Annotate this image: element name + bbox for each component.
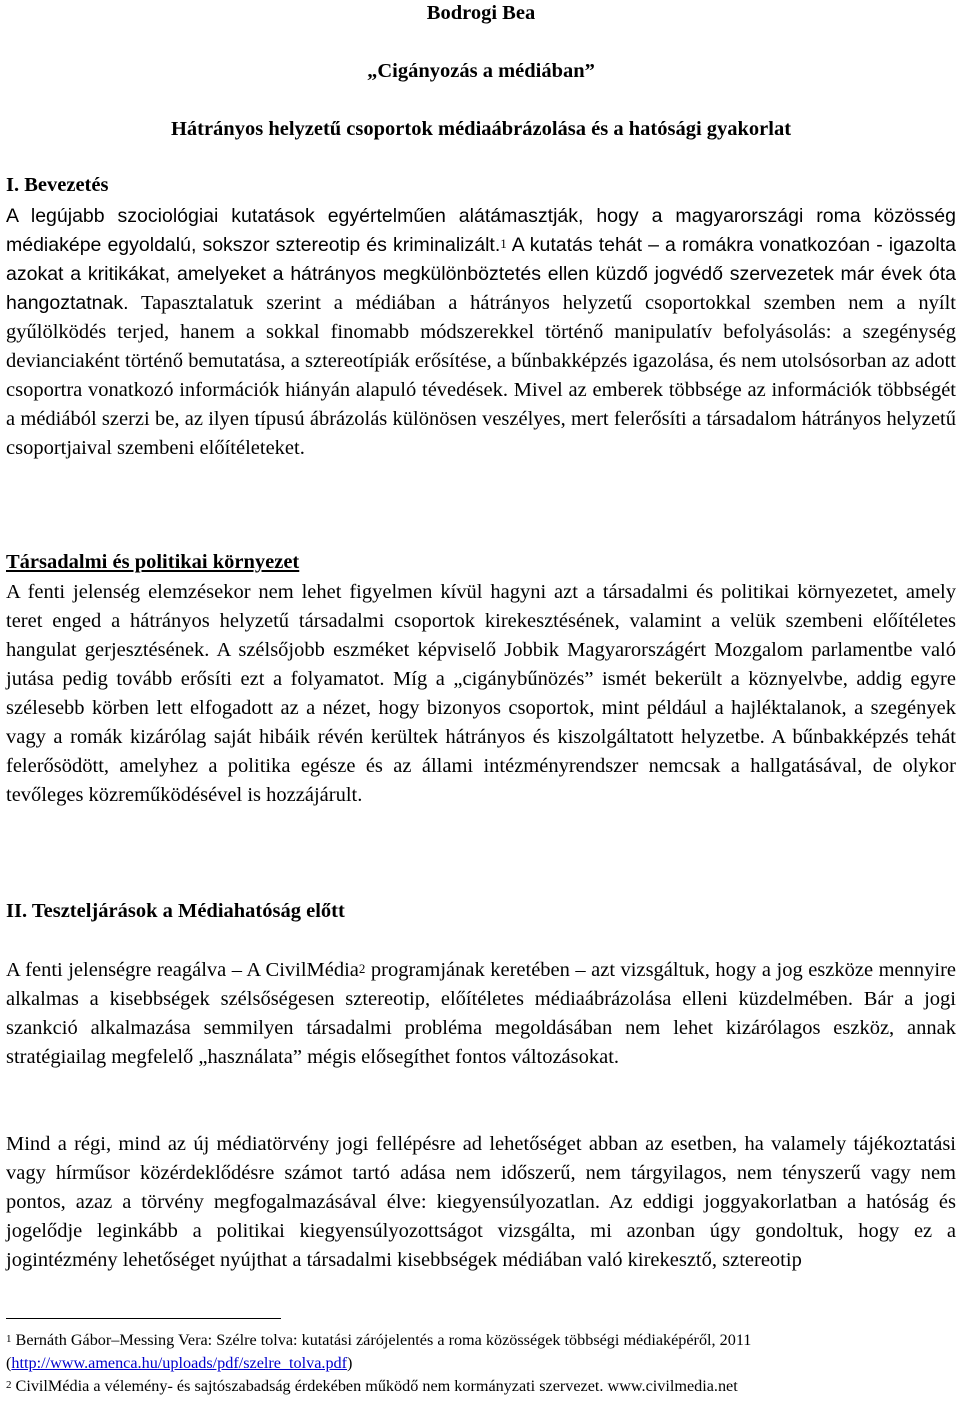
author-name: Bodrogi Bea <box>426 2 536 24</box>
test-procedures-paragraph-2: Mind a régi, mind az új médiatörvény jogi fellépésre ad lehetőséget abban az esetben, ha valamely tájékoztatási vagy hírműsor közérdeklődésre számot tartó adása nem időszerű, nem tárgyilagos, nem tényszerű vagy nem pontos, azaz a törvény megfogalmazásával élve: kiegyensúlyozatlan. Az eddigi joggyakorlatban a hatóság és jogelődje leginkább a politikai kiegyensúlyozottságot vizsgálta, mi azonban úgy gondoltuk, hogy ez a jogintézmény lehetőséget nyújthat a társadalmi kisebbségek médiában való kirekesztő, sztereotip <box>6 1133 956 1271</box>
intro-text-a: A legújabb szociológiai kutatások egyértelműen alátámasztják, hogy a magyarországi roma közösség médiaképe egyoldalú, sokszor sztereotip és kriminalizált. <box>6 205 956 256</box>
document-title: „Cigányozás a médiában” <box>367 60 595 82</box>
footnote-2 <box>6 1375 956 1398</box>
footnote-1 <box>6 1329 956 1375</box>
test-procedures-paragraph-1 <box>6 956 956 1072</box>
p1-text-a: A fenti jelenségre reagálva – A CivilMédia <box>6 959 359 981</box>
section-heading-test-procedures: II. Teszteljárások a Médiahatóság előtt <box>6 900 345 922</box>
footnote-ref-1[interactable]: 1 <box>500 236 507 251</box>
document-subtitle: Hátrányos helyzetű csoportok médiaábrázolása és a hatósági gyakorlat <box>170 118 792 140</box>
intro-paragraph <box>6 202 956 463</box>
section-heading-introduction: I. Bevezetés <box>6 174 109 196</box>
footnote-1-link[interactable]: http://www.amenca.hu/uploads/pdf/szelre_tolva.pdf <box>11 1354 348 1372</box>
footnote-number-2: 2 <box>6 1379 12 1391</box>
footnote-separator <box>6 1318 281 1319</box>
footnote-2-text: CivilMédia a vélemény- és sajtószabadság érdekében működő nem kormányzati szervezet. www.civilmedia.net <box>11 1377 738 1395</box>
intro-text-c: Tapasztalatuk szerint a médiában a hátrányos helyzetű csoportokkal szemben nem a nyílt gyűlölködés terjed, hanem a sokkal finomabb módszerekkel történő manipulatív befolyásolás: a szegénység devianciaként történő bemutatása, a sztereotípiák erősítése, a bűnbakképzés igazolása, és nem utolsósorban az adott csoportra vonatkozó információk hiányán alapuló tévedések. Mivel az emberek többsége az információk többségét a médiából szerzi be, az ilyen típusú ábrázolás különösen veszélyes, mert felerősíti a társadalom hátrányos helyzetű csoportjaival szembeni előítéleteket. <box>6 292 956 459</box>
footnote-number-1: 1 <box>6 1333 12 1345</box>
p1-text-b: programjának keretében – azt vizsgáltuk, hogy a jog eszköze mennyire alkalmas a kisebbségek szélsőségesen sztereotip, előítéletes médiaábrázolása elleni küzdelmében. Bár a jogi szankció alkalmazása semmilyen társadalmi probléma megoldásában nem lehet kizárólagos eszköz, annak stratégiailag megfelelő „használata” mégis elősegíthet fontos változásokat. <box>6 959 956 1068</box>
section-heading-social-political: Társadalmi és politikai környezet <box>6 551 300 573</box>
intro-text-b: A kutatás tehát – a romákra vonatkozóan - igazolta azokat a kritikákat, amelyeket a hátrányos megkülönböztetés ellen küzdő jogvédő szervezetek már évek óta hangoztatnak. <box>6 234 956 314</box>
footnote-1-text-a: Bernáth Gábor–Messing Vera: Szélre tolva: kutatási zárójelentés a roma közösségek többségi médiaképéről, 2011 ( <box>6 1331 752 1372</box>
social-political-paragraph: A fenti jelenség elemzésekor nem lehet figyelmen kívül hagyni azt a társadalmi és politikai környezetet, amely teret enged a hátrányos helyzetű társadalmi csoportok kirekesztésének, valamint a velük szembeni előítéletes hangulat gerjesztésének. A szélsőjobb eszméket képviselő Jobbik Magyarországért Mozgalom parlamentbe való jutása pedig tovább erősíti ezt a folyamatot. Míg a „cigánybűnözés” ismét bekerült a köznyelvbe, addig egyre szélesebb körben lett elfogadott az a nézet, hogy bizonyos csoportok, mint például a hajléktalanok, a szegények vagy a romák kizárólag saját hibáik révén kerültek hátrányos és kiszolgáltatott helyzetbe. A bűnbakképzés tehát felerősödött, amelyhez a politika egésze és az állami intézményrendszer nemcsak a hallgatásával, de olykor tevőleges közreműködésével is hozzájárult. <box>6 581 956 806</box>
footnotes <box>6 1329 956 1398</box>
footnote-ref-2[interactable]: 2 <box>358 961 366 976</box>
footnote-1-text-b: ) <box>347 1354 353 1372</box>
